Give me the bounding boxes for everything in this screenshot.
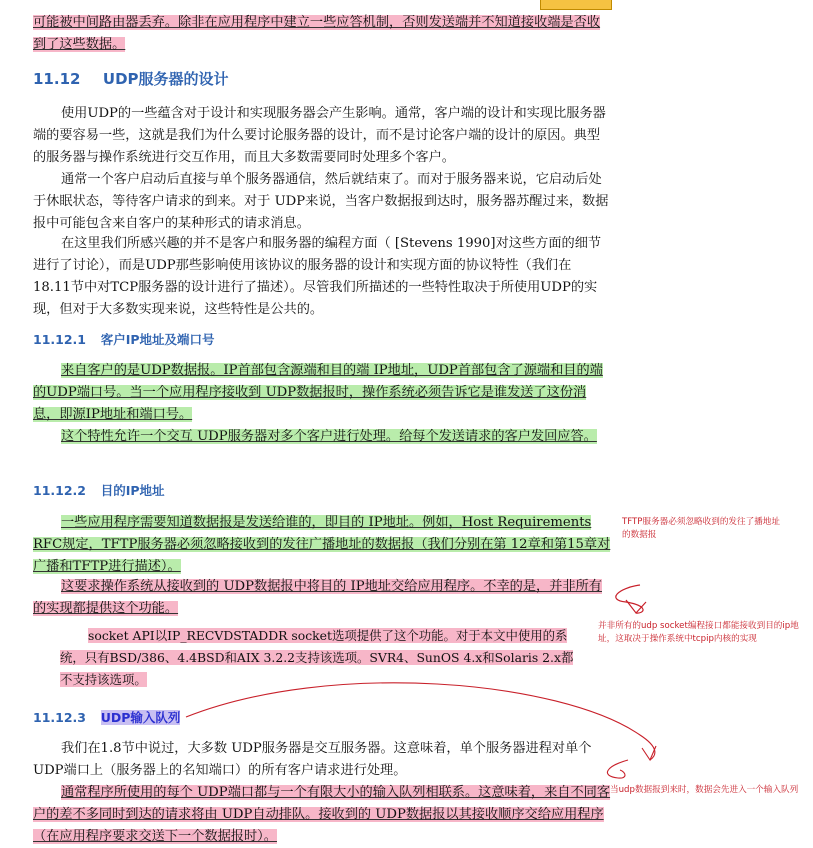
- sub3-paragraph-1: 我们在1.8节中说过，大多数 UDP服务器是交互服务器。这意味着，单个服务器进程对单个UDP端口上（服务器上的名知端口）的所有客户请求进行处理。: [33, 741, 592, 778]
- annotation-dest-ip: 并非所有的udp socket编程接口都能接收到目的ip地址，这取决于操作系统中tcpip内核的实现: [598, 621, 799, 644]
- subsection-number-3: 11.12.3: [33, 710, 86, 725]
- annotation-queue: 当udp数据报到来时，数据会先进入一个输入队列: [610, 785, 799, 795]
- top-paragraph-text: 可能被中间路由器丢弃。除非在应用程序中建立一些应答机制，否则发送端并不知道接收端是否收到了这些数据。: [33, 15, 601, 52]
- annotation-tftp: TFTP服务器必须忽略收到的发往了播地址的数据报: [622, 517, 780, 540]
- subsection-heading-1: [33, 330, 215, 348]
- subsection-heading-2: [33, 481, 165, 499]
- sub2-paragraph-2-text: 这要求操作系统从接收到的 UDP数据报中将目的 IP地址交给应用程序。不幸的是，并非所有的实现都提供这个功能。: [33, 579, 602, 616]
- page-tab-marker: [540, 0, 612, 10]
- sub1-paragraph-2-text: 这个特性允许一个交互 UDP服务器对多个客户进行处理。给每个发送请求的客户发回应答。: [61, 429, 597, 444]
- section-heading: [33, 68, 229, 89]
- sub2-note-text: socket API以IP_RECVDSTADDR socket选项提供了这个功能。对于本文中使用的系统，只有BSD/386、4.4BSD和AIX 3.2.2支持该选项。SVR4、SunOS 4.x和Solaris 2.x都不支持该选项。: [60, 628, 574, 687]
- sub2-paragraph-2: [33, 576, 611, 620]
- subsection-number-2: 11.12.2: [33, 483, 86, 498]
- sub2-paragraph-1-text: 一些应用程序需要知道数据报是发送给谁的，即目的 IP地址。例如，Host Requirements RFC规定，TFTP服务器必须忽略接收到的发往广播地址的数据报（我们分别在第 12章和第15章对广播和TFTP进行描述）。: [33, 515, 611, 574]
- intro-paragraph-3: 在这里我们所感兴趣的并不是客户和服务器的编程方面（ [Stevens 1990]对这些方面的细节进行了讨论），而是UDP那些影响使用该协议的服务器的设计和实现方面的协议特性（我们在 18.11节中对TCP服务器的设计进行了描述）。尽管我们所描述的一些特性取决于所使用UDP的实现，但对于大多数实现来说，这些特性是公共的。: [33, 236, 602, 317]
- top-paragraph: [33, 12, 611, 56]
- sub3-paragraph-2-text: 通常程序所使用的每个 UDP端口都与一个有限大小的输入队列相联系。这意味着，来自不同客户的差不多同时到达的请求将由 UDP自动排队。接收到的 UDP数据报以其接收顺序交给应用程序（在应用程序要求交送下一个数据报时）。: [33, 785, 611, 844]
- sub2-paragraph-1: [33, 512, 611, 578]
- ink-arrow-upper: [616, 585, 643, 613]
- subsection-title-1: 客户IP地址及端口号: [100, 332, 215, 347]
- sub1-paragraph-2: [33, 426, 611, 448]
- intro-paragraph-1: 使用UDP的一些蕴含对于设计和实现服务器会产生影响。通常，客户端的设计和实现比服务器端的要容易一些，这就是我们为什么要讨论服务器的设计，而不是讨论客户端的设计的原因。典型的服务器与操作系统进行交互作用，而且大多数需要同时处理多个客户。: [33, 106, 606, 165]
- subsection-heading-3: [33, 708, 180, 726]
- sub1-paragraph-1: [33, 360, 611, 426]
- section-number: 11.12: [33, 70, 81, 88]
- ink-curve-to-heading-head: [642, 746, 656, 760]
- ink-arrow-upper-head: [626, 600, 646, 613]
- sub2-note: [60, 625, 584, 691]
- subsection-number-1: 11.12.1: [33, 332, 86, 347]
- section-title: UDP服务器的设计: [102, 70, 229, 88]
- subsection-title-3: UDP输入队列: [100, 710, 181, 725]
- subsection-title-2: 目的IP地址: [100, 483, 165, 498]
- intro-paragraph-2: 通常一个客户启动后直接与单个服务器通信，然后就结束了。而对于服务器来说，它启动后处于休眠状态，等待客户请求的到来。对于 UDP来说，当客户数据报到达时，服务器苏醒过来，数据报中可能包含来自客户的某种形式的请求消息。: [33, 172, 609, 231]
- sub1-paragraph-1-text: 来自客户的是UDP数据报。IP首部包含源端和目的端 IP地址，UDP首部包含了源端和目的端的UDP端口号。当一个应用程序接收到 UDP数据报时，操作系统必须告诉它是谁发送了这份消息，即源IP地址和端口号。: [33, 363, 603, 422]
- sub3-paragraph-2: [33, 782, 611, 848]
